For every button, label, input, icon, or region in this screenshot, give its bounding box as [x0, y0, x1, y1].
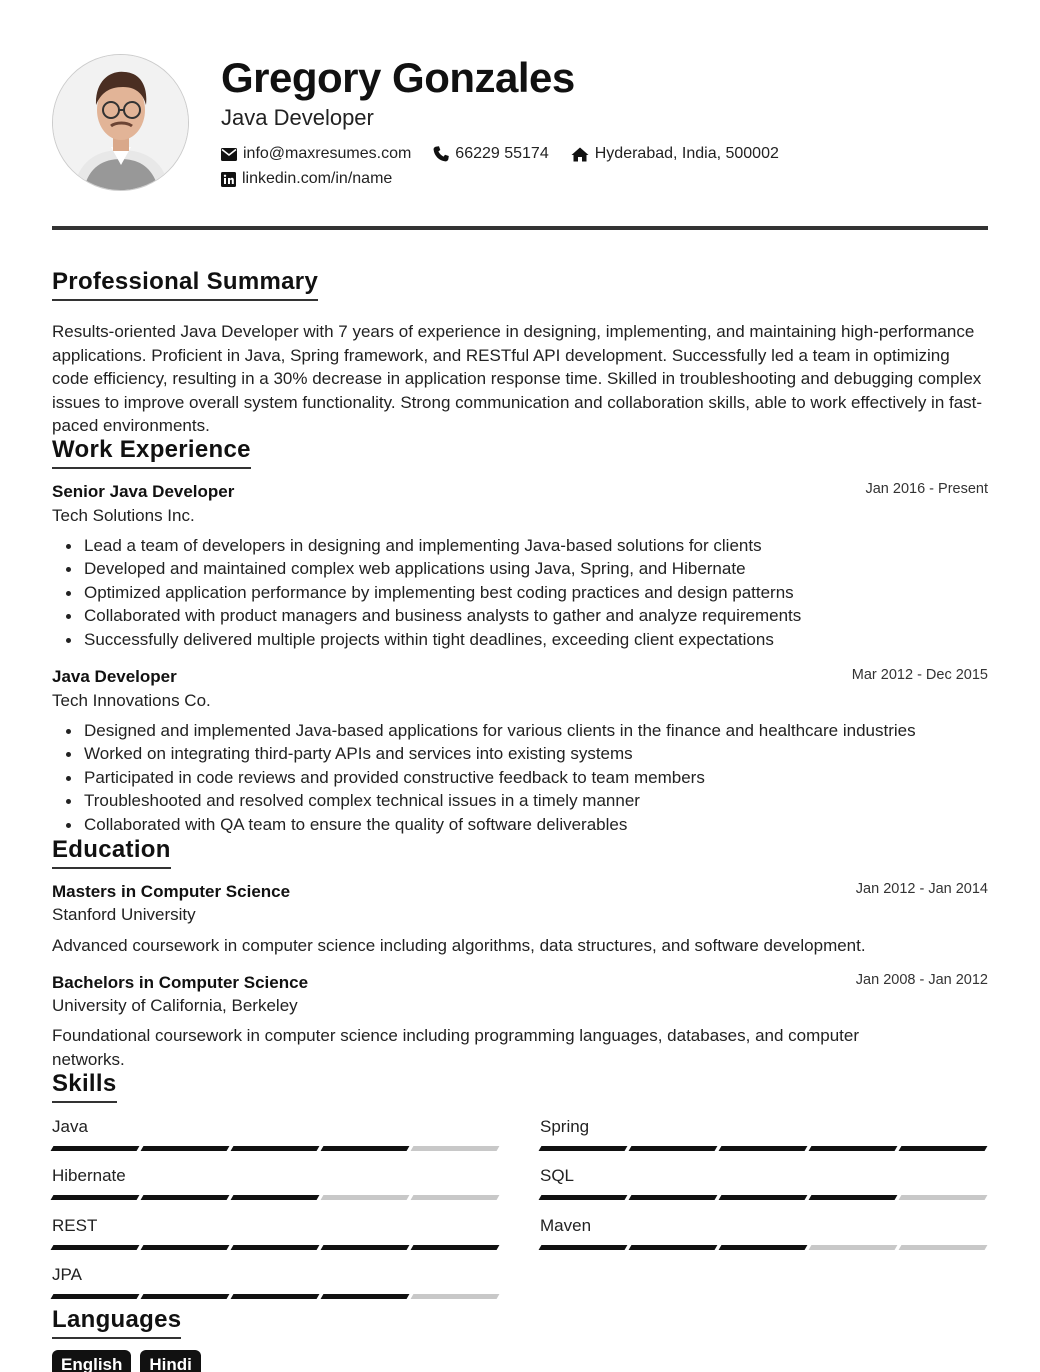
skill-segment-filled	[629, 1245, 718, 1250]
skill-item	[52, 1215, 499, 1250]
list-item: Successfully delivered multiple projects within tight deadlines, exceeding client expectations	[62, 628, 982, 651]
home-icon	[571, 147, 589, 162]
degree-description: Foundational coursework in computer science including programming languages, databases, and computer networks.	[52, 1026, 860, 1069]
phone-text: 66229 55174	[455, 145, 549, 162]
skill-item	[540, 1165, 987, 1200]
skill-name: Maven	[540, 1216, 592, 1235]
skill-level-bar	[52, 1146, 499, 1151]
degree-title: Masters in Computer Science	[52, 882, 291, 901]
summary-text: Results-oriented Java Developer with 7 years of experience in designing, implementing, and maintaining high-performance applications. Proficient in Java, Spring framework, and RESTful API development. Successfully led a team in optimizing code efficiency, resulting in a 30% decrease in application response time. Skilled in troubleshooting and debugging complex issues to improve overall system functionality. Strong communication and collaboration skills, able to work effectively in fast-paced environments.	[52, 322, 983, 435]
candidate-title: Java Developer	[221, 105, 374, 130]
skill-segment-filled	[231, 1146, 320, 1151]
job-title: Senior Java Developer	[52, 482, 235, 501]
skill-segment-filled	[321, 1294, 410, 1299]
skill-name: JPA	[52, 1265, 82, 1284]
list-item: Participated in code reviews and provided constructive feedback to team members	[62, 766, 982, 789]
skill-segment-filled	[231, 1195, 320, 1200]
profile-photo	[52, 54, 189, 191]
skill-segment-empty	[899, 1195, 988, 1200]
candidate-name: Gregory Gonzales	[221, 54, 575, 101]
skill-segment-filled	[321, 1146, 410, 1151]
skill-segment-empty	[321, 1195, 410, 1200]
skill-name: REST	[52, 1216, 98, 1235]
contact-address	[571, 145, 779, 163]
degree-description: Advanced coursework in computer science including algorithms, data structures, and software development.	[52, 936, 866, 955]
skill-name: Spring	[540, 1117, 590, 1136]
job-dates: Jan 2016 - Present	[865, 481, 988, 497]
list-item: Troubleshooted and resolved complex technical issues in a timely manner	[62, 789, 982, 812]
skill-segment-filled	[539, 1195, 628, 1200]
skill-item	[52, 1165, 499, 1200]
section-heading-summary: Professional Summary	[52, 268, 318, 301]
skill-level-bar	[52, 1294, 499, 1299]
degree-dates: Jan 2008 - Jan 2012	[855, 972, 988, 988]
skill-level-bar	[540, 1245, 987, 1250]
skill-segment-filled	[719, 1146, 808, 1151]
email-text: info@maxresumes.com	[243, 145, 412, 162]
degree-school: University of California, Berkeley	[52, 996, 298, 1015]
skill-segment-empty	[411, 1146, 500, 1151]
skill-segment-filled	[719, 1245, 808, 1250]
skill-segment-filled	[231, 1245, 320, 1250]
job-bullets	[62, 534, 982, 651]
list-item: Designed and implemented Java-based applications for various clients in the finance and healthcare industries	[62, 719, 982, 742]
list-item: Worked on integrating third-party APIs and services into existing systems	[62, 742, 982, 765]
degree-dates: Jan 2012 - Jan 2014	[855, 881, 988, 897]
phone-icon	[433, 146, 449, 162]
job-title: Java Developer	[52, 667, 177, 686]
skill-segment-filled	[51, 1245, 140, 1250]
header-divider	[52, 226, 988, 230]
section-heading-languages: Languages	[52, 1306, 181, 1339]
skill-item	[540, 1116, 987, 1151]
skill-segment-filled	[539, 1146, 628, 1151]
list-item: Collaborated with QA team to ensure the quality of software deliverables	[62, 813, 982, 836]
skill-segment-empty	[411, 1294, 500, 1299]
skill-name: SQL	[540, 1166, 575, 1185]
skill-segment-filled	[51, 1294, 140, 1299]
skill-name: Hibernate	[52, 1166, 126, 1185]
skill-segment-empty	[809, 1245, 898, 1250]
skill-segment-filled	[899, 1146, 988, 1151]
job-company: Tech Solutions Inc.	[52, 506, 195, 525]
resume-header	[52, 54, 988, 194]
skill-segment-empty	[411, 1195, 500, 1200]
skill-segment-filled	[629, 1146, 718, 1151]
skill-segment-filled	[51, 1146, 140, 1151]
skill-item	[52, 1264, 499, 1299]
skill-segment-filled	[51, 1195, 140, 1200]
job-company: Tech Innovations Co.	[52, 691, 211, 710]
skill-level-bar	[52, 1195, 499, 1200]
section-heading-experience: Work Experience	[52, 436, 251, 469]
list-item: Developed and maintained complex web applications using Java, Spring, and Hibernate	[62, 557, 982, 580]
skill-segment-filled	[809, 1146, 898, 1151]
envelope-icon	[221, 148, 237, 161]
skill-segment-filled	[411, 1245, 500, 1250]
list-item: Optimized application performance by implementing best coding practices and design patterns	[62, 581, 982, 604]
skill-segment-filled	[141, 1195, 230, 1200]
skill-level-bar	[540, 1146, 987, 1151]
skill-item	[540, 1215, 987, 1250]
degree-school: Stanford University	[52, 905, 196, 924]
contact-row-primary	[221, 145, 801, 163]
skill-segment-filled	[719, 1195, 808, 1200]
skill-segment-filled	[321, 1245, 410, 1250]
list-item: Collaborated with product managers and business analysts to gather and analyze requirements	[62, 604, 982, 627]
skill-segment-filled	[141, 1146, 230, 1151]
skill-segment-filled	[141, 1245, 230, 1250]
skill-level-bar	[540, 1195, 987, 1200]
contact-linkedin[interactable]	[221, 170, 392, 188]
linkedin-icon	[221, 172, 236, 187]
address-text: Hyderabad, India, 500002	[594, 145, 779, 162]
skill-name: Java	[52, 1117, 88, 1136]
skill-item	[52, 1116, 499, 1151]
skill-segment-empty	[899, 1245, 988, 1250]
language-tag: Hindi	[140, 1350, 201, 1372]
contact-email[interactable]	[221, 145, 411, 163]
skill-segment-filled	[141, 1294, 230, 1299]
language-tags	[52, 1350, 201, 1372]
degree-title: Bachelors in Computer Science	[52, 973, 309, 992]
language-tag: English	[52, 1350, 131, 1372]
linkedin-text: linkedin.com/in/name	[242, 170, 393, 187]
list-item: Lead a team of developers in designing and implementing Java-based solutions for clients	[62, 534, 982, 557]
section-heading-skills: Skills	[52, 1070, 117, 1103]
skill-segment-filled	[539, 1245, 628, 1250]
job-bullets	[62, 719, 982, 836]
person-portrait-icon	[53, 55, 189, 191]
job-dates: Mar 2012 - Dec 2015	[851, 667, 988, 683]
section-heading-education: Education	[52, 836, 171, 869]
skill-level-bar	[52, 1245, 499, 1250]
contact-phone[interactable]	[433, 145, 548, 163]
skill-segment-filled	[809, 1195, 898, 1200]
skill-segment-filled	[231, 1294, 320, 1299]
skill-segment-filled	[629, 1195, 718, 1200]
contact-row-secondary	[221, 170, 414, 188]
